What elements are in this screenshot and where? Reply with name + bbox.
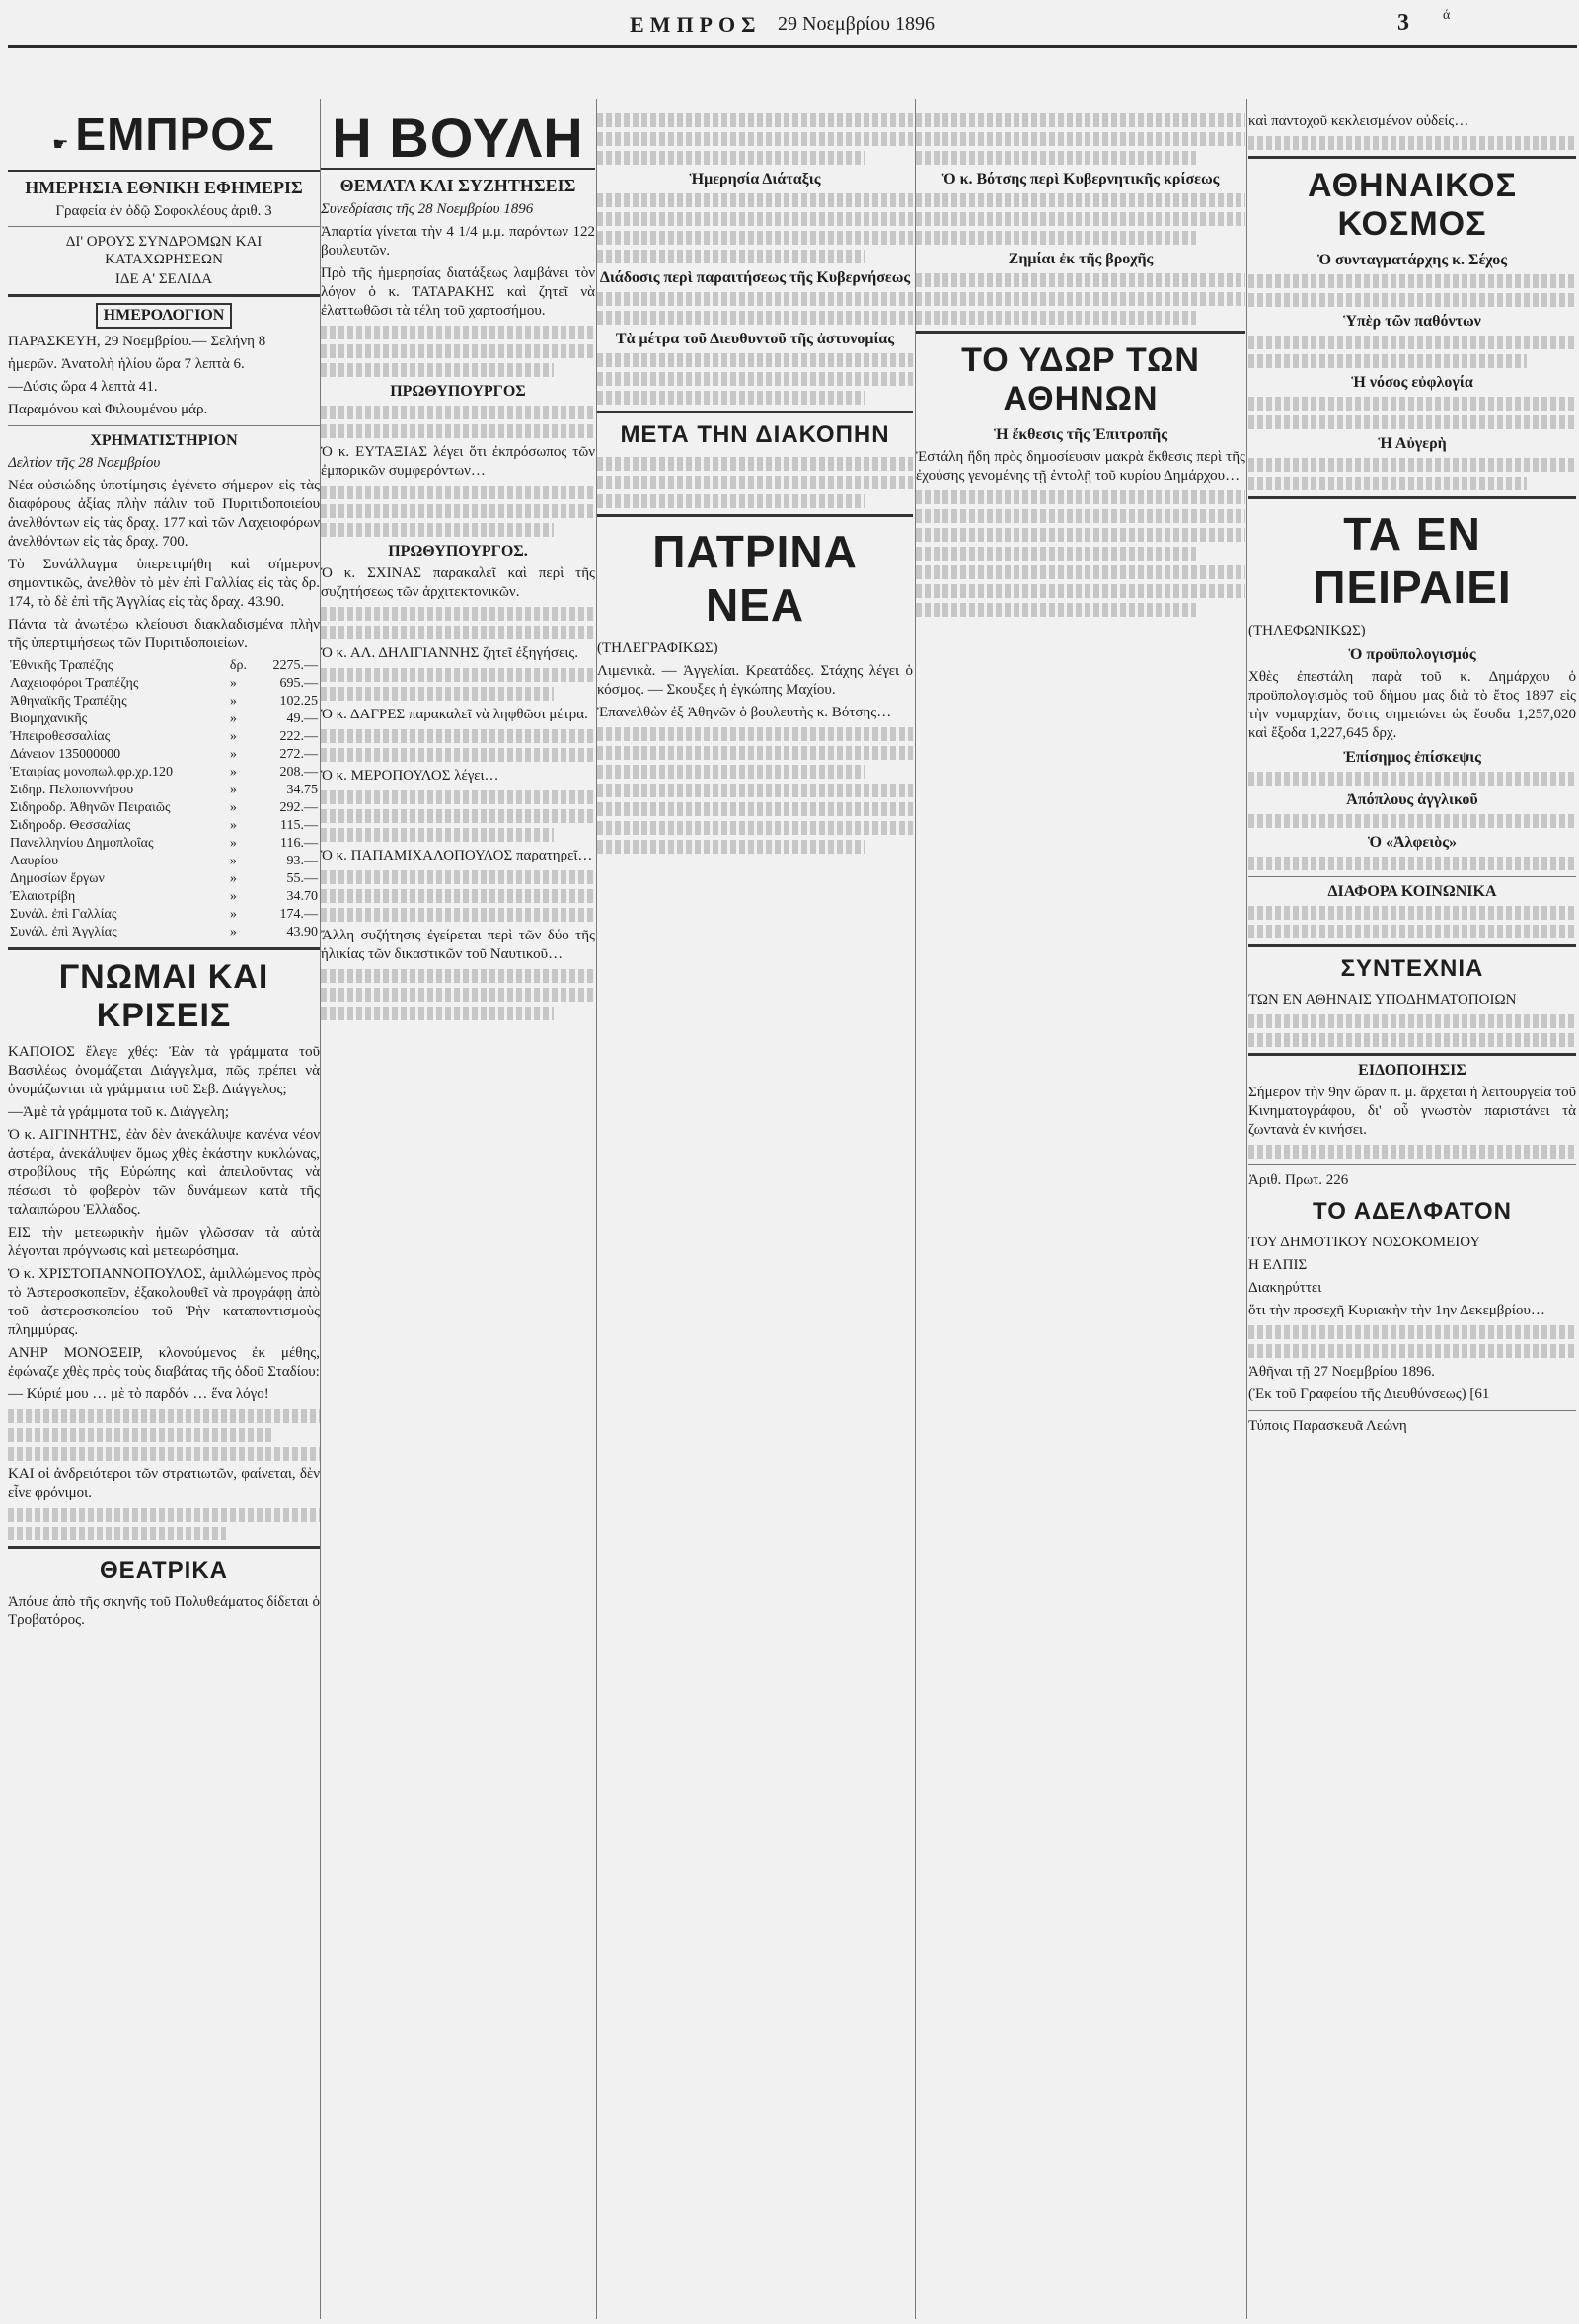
pointing-hand-icon: ☛ (52, 134, 70, 154)
parliament-paragraph: Ὁ κ. ΑΛ. ΔΗΛΙΓΙΑΝΝΗΣ ζητεῖ ἐξηγήσεις. (321, 645, 579, 661)
text-placeholder (916, 311, 1196, 325)
opinions-title: ΓΝΩΜΑΙ ΚΑΙ ΚΡΙΣΕΙΣ (58, 958, 269, 1034)
text-placeholder (321, 326, 595, 339)
misc-social-title: ΔΙΑΦΟΡΑ ΚΟΙΝΩΝΙΚΑ (1327, 883, 1497, 900)
text-placeholder (597, 391, 865, 405)
text-placeholder (321, 668, 595, 682)
parliament-title: Η ΒΟΥΛΗ (321, 109, 595, 170)
stock-value: 34.75 (286, 783, 318, 797)
stock-value: 34.70 (286, 889, 318, 904)
text-placeholder (1248, 1325, 1576, 1339)
stock-row (8, 888, 320, 906)
speaker-heading: ΠΡΩΘΥΠΟΥΡΓΟΣ. (388, 543, 528, 560)
subheading: Ἡ Αὐγερὴ (1378, 435, 1447, 452)
subheading: Τὰ μέτρα τοῦ Διευθυντοῦ τῆς ἀστυνομίας (615, 331, 895, 347)
text-placeholder (1248, 1033, 1576, 1047)
text-placeholder (1248, 1344, 1576, 1358)
stock-unit: » (229, 783, 237, 797)
paper-name: ☛ ΕΜΠΡΟΣ (8, 109, 320, 172)
text-placeholder (321, 889, 595, 903)
text-placeholder (597, 151, 865, 165)
text-placeholder (1248, 415, 1576, 429)
text-placeholder (597, 212, 913, 226)
opinion-paragraph: — Κύριέ μου … μὲ τὸ παρδόν … ἕνα λόγο! (8, 1387, 269, 1402)
subheading: Ὁ κ. Βότσης περὶ Κυβερνητικῆς κρίσεως (941, 171, 1220, 187)
text-placeholder (8, 1508, 320, 1522)
divider (8, 425, 320, 426)
stock-name: Συνάλ. ἐπὶ Ἀγγλίας (10, 925, 117, 939)
calendar-line: ΠΑΡΑΣΚΕΥΗ, 29 Νοεμβρίου.— Σελήνη 8 (8, 334, 266, 349)
date-line: Ἀθῆναι τῇ 27 Νοεμβρίου 1896. (1248, 1364, 1435, 1380)
subheading: Ὁ «Ἀλφειὸς» (1368, 834, 1457, 851)
notice-text: Σήμερον τὴν 9ην ὥραν π. μ. ἄρχεται ἡ λειτουργεία τοῦ Κινηματογράφου, δι' οὗ γνωστὸν παριστάνει τὰ ζωντανὰ ἐν κινήσει. (1248, 1085, 1576, 1138)
text-placeholder (597, 746, 913, 760)
text-placeholder (916, 193, 1245, 207)
stock-name: Πανελληνίου Δημοπλοΐας (10, 836, 154, 851)
charity-subtitle: ΤΟΥ ΔΗΜΟΤΙΚΟΥ ΝΟΣΟΚΟΜΕΙΟΥ (1248, 1235, 1481, 1250)
theatre-text: Ἀπόψε ἀπὸ τῆς σκηνῆς τοῦ Πολυθεάματος δίδεται ὁ Τροβατόρος. (8, 1594, 320, 1628)
office-line: (Ἐκ τοῦ Γραφείου τῆς Διευθύνσεως) [61 (1248, 1387, 1490, 1402)
office-address: Γραφεία ἐν ὁδῷ Σοφοκλέους ἀριθ. 3 (55, 203, 272, 219)
masthead-title: ΕΜΠΡΟΣ (630, 12, 762, 37)
text-placeholder (597, 784, 913, 797)
text-placeholder (916, 151, 1196, 165)
water-title: ΤΟ ΥΔΩΡ ΤΩΝ ΑΘΗΝΩΝ (961, 341, 1200, 417)
printer-line: Τύποις Παρασκευᾶ Λεώνη (1248, 1418, 1407, 1434)
top-right-mark: ά (1443, 8, 1451, 23)
guild-subtitle: ΤΩΝ ΕΝ ΑΘΗΝΑΙΣ ΥΠΟΔΗΜΑΤΟΠΟΙΩΝ (1248, 992, 1517, 1008)
stock-row (8, 870, 320, 888)
text-placeholder (916, 547, 1196, 561)
text-placeholder (1248, 397, 1576, 411)
speaker-heading: ΠΡΩΘΥΠΟΥΡΓΟΣ (390, 383, 526, 400)
parliament-paragraph: Ὁ κ. ΠΑΠΑΜΙΧΑΛΟΠΟΥΛΟΣ παρατηρεῖ… (321, 848, 593, 863)
column-3 (597, 109, 913, 2324)
text-placeholder (597, 840, 865, 854)
text-placeholder (1248, 857, 1576, 870)
stock-value: 116.— (280, 836, 318, 851)
text-placeholder (597, 113, 913, 127)
divider (8, 294, 320, 297)
exchange-text: Τὸ Συνάλλαγμα ὑπερετιμήθη καὶ σήμερον σημαντικῶς, ἀνελθὸν τὸ μὲν ἐπὶ Γαλλίας εἰς τὰς δρ. 174, τὸ δὲ ἐπὶ τῆς Ἀγγλίας εἰς τὰς δραχ. 43.90. (8, 557, 320, 610)
column-rule (1246, 99, 1247, 2319)
text-placeholder (321, 908, 595, 922)
stock-row (8, 693, 320, 711)
calendar-line: ἡμερῶν. Ἀνατολὴ ἡλίου ὥρα 7 λεπτὰ 6. (8, 356, 245, 372)
stock-name: Σιδηροδρ. Θεσσαλίας (10, 818, 131, 833)
stock-unit: » (229, 729, 237, 744)
calendar-box (8, 303, 320, 329)
text-placeholder (321, 486, 595, 499)
charity-title: ΤΟ ΑΔΕΛΦΑΤΟΝ (1313, 1198, 1512, 1225)
athens-society-title: ΑΘΗΝΑΙΚΟΣ ΚΟΣΜΟΣ (1307, 167, 1518, 243)
latest-news-paragraph: Ἐπανελθὼν ἐξ Ἀθηνῶν ὁ βουλευτὴς κ. Βότσης… (597, 705, 892, 720)
text-placeholder (597, 727, 913, 741)
text-placeholder (597, 457, 913, 471)
parliament-paragraph: Ὁ κ. ΔΑΓΡΕΣ παρακαλεῖ νὰ ληφθῶσι μέτρα. (321, 707, 588, 722)
stock-unit: » (229, 747, 237, 762)
stock-name: Ἠπειροθεσσαλίας (10, 729, 111, 744)
subscription-title: ΔΙ' ΟΡΟΥΣ ΣΥΝΔΡΟΜΩΝ ΚΑΙ ΚΑΤΑΧΩΡΗΣΕΩΝ (65, 234, 263, 267)
theatre-title: ΘΕΑΤΡΙΚΑ (99, 1557, 228, 1584)
subheading: Ἀπόπλους ἀγγλικοῦ (1346, 791, 1478, 808)
parliament-paragraph: Ἀπαρτία γίνεται τὴν 4 1/4 μ.μ. παρόντων 122 βουλευτῶν. (321, 224, 595, 259)
text-placeholder (916, 565, 1245, 579)
text-placeholder (1248, 772, 1576, 786)
text-placeholder (597, 821, 913, 835)
calendar-line: Παραμόνου καὶ Φιλουμένου μάρ. (8, 402, 208, 417)
text-placeholder (321, 870, 595, 884)
text-placeholder (597, 292, 913, 306)
text-placeholder (321, 969, 595, 983)
text-placeholder (597, 250, 865, 263)
divider (1248, 1164, 1576, 1165)
text-placeholder (8, 1428, 273, 1442)
stock-row (8, 657, 320, 675)
stock-value: 695.— (279, 676, 318, 691)
stock-row (8, 799, 320, 817)
calendar-line: —Δύσις ὥρα 4 λεπτὰ 41. (8, 379, 158, 395)
opinion-paragraph: ΚΑΙ οἱ ἀνδρειότεροι τῶν στρατιωτῶν, φαίνεται, δὲν εἶνε φρόνιμοι. (8, 1466, 320, 1501)
stock-name: Δάνειον 135000000 (10, 747, 121, 762)
stock-unit: » (229, 800, 237, 815)
stock-name: Σιδηροδρ. Ἀθηνῶν Πειραιῶς (10, 800, 171, 815)
masthead (8, 0, 1579, 59)
opinion-paragraph: Ὁ κ. ΑΙΓΙΝΗΤΗΣ, ἐὰν δὲν ἀνεκάλυψε κανένα νέον ἀστέρα, ἀνεκάλυψεν ὅμως χθὲς ἑκάστην κυκλώνας, στροβίλους τῆς Εὐρώπης καὶ ἀπειλοῦντας νὰ πέσωσι τὸ φοβερὸν τῶν δυνάμεων κατὰ τῆς ταλαιπώρου Ἑλλάδος. (8, 1127, 320, 1218)
text-placeholder (321, 504, 595, 518)
text-placeholder (1248, 354, 1527, 368)
subheading: Ὁ προϋπολογισμός (1348, 646, 1476, 663)
stock-row (8, 764, 320, 782)
stock-name: Δημοσίων ἔργων (10, 871, 105, 886)
text-placeholder (321, 988, 595, 1002)
opinion-paragraph: ΕΙΣ τὴν μετεωρικὴν ἡμῶν γλῶσσαν τὰ αὐτὰ λέγονται πρόγνωσις καὶ μετεωρόσημα. (8, 1225, 320, 1259)
divider (8, 226, 320, 227)
stock-name: Ἀθηναϊκῆς Τραπέζης (10, 694, 127, 709)
subheading: Ἐπίσημος ἐπίσκεψις (1343, 749, 1481, 766)
text-placeholder (321, 523, 554, 537)
text-placeholder (321, 809, 595, 823)
stock-value: 115.— (280, 818, 318, 833)
text-placeholder (597, 231, 913, 245)
column-4 (916, 109, 1245, 2324)
text-placeholder (597, 765, 865, 779)
subheading: Ἡμερησία Διάταξις (689, 171, 821, 187)
divider (916, 331, 1245, 334)
text-placeholder (1248, 814, 1576, 828)
divider (1248, 944, 1576, 947)
text-placeholder (597, 802, 913, 816)
text-placeholder (916, 509, 1245, 523)
divider (1248, 1410, 1576, 1411)
stock-row (8, 746, 320, 764)
masthead-date: 29 Νοεμβρίου 1896 (778, 13, 936, 35)
opinion-paragraph: ΚΑΠΟΙΟΣ ἔλεγε χθές: Ἐὰν τὰ γράμματα τοῦ Βασιλέως ὀνομάζεται Διάγγελμα, πῶς πρέπει νὰ ὀνομάζωνται τὰ γράμματα τοῦ Σεβ. Διάγγελος; (8, 1044, 320, 1097)
parliament-paragraph: Ὁ κ. ΜΕΡΟΠΟΥΛΟΣ λέγει… (321, 768, 499, 784)
stock-name: Βιομηχανικῆς (10, 712, 88, 726)
text-placeholder (1248, 925, 1576, 938)
stock-unit: » (229, 836, 237, 851)
stock-row (8, 924, 320, 941)
stock-row (8, 817, 320, 835)
guild-title: ΣΥΝΤΕΧΝΙΑ (1340, 955, 1484, 982)
stock-row (8, 728, 320, 746)
parliament-paragraph: Ὁ κ. ΕΥΤΑΞΙΑΣ λέγει ὅτι ἐκπρόσωπος τῶν ἐμπορικῶν συμφερόντων… (321, 444, 595, 479)
subscription-note: ΙΔΕ Α' ΣΕΛΙΔΑ (114, 271, 213, 287)
text-placeholder (321, 607, 595, 621)
text-placeholder (1248, 906, 1576, 920)
stock-value: 292.— (279, 800, 318, 815)
text-placeholder (916, 231, 1196, 245)
text-placeholder (321, 687, 554, 701)
text-placeholder (321, 626, 595, 639)
divider (1248, 496, 1576, 499)
parliament-paragraph: Ὁ κ. ΣΧΙΝΑΣ παρακαλεῖ καὶ περὶ τῆς συζητήσεως τῶν ἀρχιτεκτονικῶν. (321, 565, 595, 600)
stock-value: 222.— (279, 729, 318, 744)
column-2 (321, 109, 595, 2324)
text-placeholder (597, 132, 913, 146)
stock-value: 49.— (286, 712, 318, 726)
stock-name: Λαυρίου (10, 854, 59, 868)
text-placeholder (1248, 136, 1576, 150)
stock-unit: » (229, 907, 237, 922)
session-date: Συνεδρίασις τῆς 28 Νοεμβρίου 1896 (321, 201, 534, 217)
text-placeholder (1248, 477, 1527, 490)
charity-text: ὅτι τὴν προσεχῆ Κυριακὴν τὴν 1ην Δεκεμβρίου… (1248, 1303, 1545, 1318)
exchange-text: Πάντα τὰ ἀνωτέρω κλείουσι διακλαδισμένα πλὴν τῆς ὑπερτιμήσεως τῶν Πυριτιδοποιείων. (8, 617, 320, 651)
parliament-paragraph: Πρὸ τῆς ἡμερησίας διατάξεως λαμβάνει τὸν λόγον ὁ κ. ΤΑΤΑΡΑΚΗΣ καὶ ζητεῖ νὰ ἐλαττωθῶσι τὰ τέλη τοῦ χαρτοσήμου. (321, 265, 595, 319)
text-placeholder (916, 212, 1245, 226)
latest-news-title: ΠΑΤΡΙΝΑ ΝΕΑ (652, 526, 858, 631)
water-subtitle: Ἡ ἔκθεσις τῆς Ἐπιτροπῆς (994, 426, 1167, 443)
subheading: Ὑπὲρ τῶν παθόντων (1343, 313, 1481, 330)
stock-row (8, 906, 320, 924)
text-placeholder (597, 353, 913, 367)
opinion-paragraph: Ὁ κ. ΧΡΙΣΤΟΠΑΝΝΟΠΟΥΛΟΣ, ἁμιλλώμενος πρὸς τὸ Ἀστεροσκοπεῖον, ἐξακολουθεῖ νὰ προγράφῃ ἀπὸ τοῦ ἀστεροσκοπείου τοῦ Ῥὴν καταποντισμοὺς πλημμύρας. (8, 1266, 320, 1338)
stock-unit: » (229, 765, 237, 780)
stock-unit: » (229, 676, 237, 691)
text-placeholder (916, 603, 1196, 617)
stock-unit: » (229, 712, 237, 726)
text-placeholder (916, 490, 1245, 504)
reference-number: Ἀριθ. Πρωτ. 226 (1248, 1172, 1349, 1188)
subheading: Ἡ νόσος εὐφλογία (1351, 374, 1473, 391)
text-placeholder (1248, 274, 1576, 288)
text-placeholder (321, 828, 554, 842)
stock-table (8, 657, 320, 941)
opinion-paragraph: —Ἀμὲ τὰ γράμματα τοῦ κ. Διάγγελη; (8, 1104, 230, 1120)
latest-news-line: Λιμενικὰ. — Ἀγγελίαι. Κρεατάδες. Στάχης λέγει ὁ κόσμος. — Σκουξες ἡ ἐγκώπης Μαχίου. (597, 663, 913, 698)
stock-value: 43.90 (286, 925, 318, 939)
text-placeholder (321, 748, 595, 762)
calendar-title: ΗΜΕΡΟΛΟΓΙΟΝ (96, 303, 233, 329)
subheading: Διάδοσις περὶ παραιτήσεως τῆς Κυβερνήσεως (599, 269, 911, 286)
text-placeholder (1248, 1145, 1576, 1159)
text-placeholder (1248, 458, 1576, 472)
stock-value: 174.— (279, 907, 318, 922)
exchange-text: Νέα οὐσιώδης ὑποτίμησις ἐγένετο σήμερον εἰς τὰς διαφόρους ἀξίας πλὴν πάλιν τοῦ Πυριτιδοποιείου ἀνελθόντων εἰς τὰς δραχ. 177 καὶ τῶν Λαχειοφόρων ἀνελθόντων εἰς τὰς δραχ. 700. (8, 478, 320, 550)
text-placeholder (321, 1007, 554, 1020)
piraeus-title: ΤΑ ΕΝ ΠΕΙΡΑΙΕΙ (1313, 508, 1512, 613)
stock-row (8, 675, 320, 693)
divider (8, 947, 320, 950)
text-placeholder (321, 729, 595, 743)
stock-unit: » (229, 694, 237, 709)
masthead-page-number: 3 (1397, 10, 1409, 36)
text-placeholder (8, 1527, 226, 1540)
stock-row (8, 835, 320, 853)
exchange-subtitle: Δελτίον τῆς 28 Νοεμβρίου (8, 455, 161, 471)
latest-news-subtitle: (ΤΗΛΕΓΡΑΦΙΚΩΣ) (597, 640, 718, 656)
stock-unit: » (229, 889, 237, 904)
stock-row (8, 853, 320, 870)
text-placeholder (1248, 336, 1576, 349)
text-placeholder (321, 344, 595, 358)
stock-unit: δρ. (229, 658, 247, 673)
after-break-title: ΜΕΤΑ ΤΗΝ ΔΙΑΚΟΠΗΝ (620, 421, 890, 448)
text-placeholder (916, 273, 1245, 287)
stock-name: Ἑταιρίας μονοπωλ.φρ.χρ.120 (10, 765, 174, 780)
text-placeholder (8, 1447, 320, 1461)
parliament-paragraph: Ἄλλη συζήτησις ἐγείρεται περὶ τῶν δύο τῆς ἡλικίας τῶν δικαστικῶν τοῦ Ναυτικοῦ… (321, 928, 595, 962)
charity-line: Διακηρύττει (1248, 1280, 1322, 1296)
text-placeholder (597, 476, 913, 489)
stock-row (8, 782, 320, 799)
subheading: Ζημίαι ἐκ τῆς βροχῆς (1008, 251, 1154, 267)
stock-value: 93.— (286, 854, 318, 868)
text-placeholder (597, 494, 865, 508)
stock-value: 272.— (279, 747, 318, 762)
subheading: Ὁ συνταγματάρχης κ. Σέχος (1317, 252, 1507, 268)
divider (1248, 876, 1576, 877)
stock-value: 2275.— (272, 658, 318, 673)
stock-name: Συνάλ. ἐπὶ Γαλλίας (10, 907, 117, 922)
divider (8, 1546, 320, 1549)
budget-text: Χθὲς ἐπεστάλη παρὰ τοῦ κ. Δημάρχου ὁ προϋπολογισμὸς τοῦ δήμου μας διὰ τὸ ἔτος 1897 εἰς τὴν νομαρχίαν, ὅστις σημειώνει ὡς ἔσοδα 1,257,020 καὶ ἔξοδα 1,227,645 δρχ. (1248, 669, 1576, 741)
text-placeholder (916, 528, 1245, 542)
stock-unit: » (229, 854, 237, 868)
masthead-rule (8, 45, 1577, 48)
stock-value: 55.— (286, 871, 318, 886)
text-placeholder (597, 311, 913, 325)
column-1 (8, 109, 320, 2324)
notice-title: ΕΙΔΟΠΟΙΗΣΙΣ (1358, 1062, 1466, 1079)
stock-name: Ἐθνικῆς Τραπέζης (10, 658, 113, 673)
text-placeholder (916, 584, 1245, 598)
text-placeholder (8, 1409, 320, 1423)
stock-name: Ἐλαιοτρίβη (10, 889, 76, 904)
text-placeholder (597, 372, 913, 386)
text-placeholder (321, 363, 554, 377)
paper-subtitle: ΗΜΕΡΗΣΙΑ ΕΘΝΙΚΗ ΕΦΗΜΕΡΙΣ (25, 178, 303, 197)
stock-row (8, 711, 320, 728)
text-placeholder (321, 406, 595, 419)
text-placeholder (321, 424, 595, 438)
divider (1248, 1053, 1576, 1056)
text-placeholder (916, 113, 1245, 127)
exchange-title: ΧΡΗΜΑΤΙΣΤΗΡΙΟΝ (90, 432, 238, 449)
divider (597, 411, 913, 413)
stock-value: 208.— (279, 765, 318, 780)
divider (1248, 156, 1576, 159)
text-placeholder (916, 292, 1245, 306)
stock-unit: » (229, 925, 237, 939)
opinion-paragraph: ΑΝΗΡ ΜΟΝΟΞΕΙΡ, κλονούμενος ἐκ μέθης, ἐφώναζε χθὲς πρὸς τοὺς διαβάτας τῆς ὁδοῦ Σταδίου: (8, 1345, 320, 1380)
stock-name: Σιδηρ. Πελοποννήσου (10, 783, 134, 797)
text-placeholder (1248, 293, 1576, 307)
water-paragraph: Ἐστάλη ἤδη πρὸς δημοσίευσιν μακρὰ ἔκθεσις περὶ τῆς ἐχούσης γενομένης τῇ ἐντολῇ τοῦ κυρίου Δημάρχου… (916, 449, 1245, 484)
charity-name: Η ΕΛΠΙΣ (1248, 1257, 1308, 1273)
continued-text: καὶ παντοχοῦ κεκλεισμένον οὐδείς… (1248, 113, 1469, 129)
stock-name: Λαχειοφόροι Τραπέζης (10, 676, 139, 691)
text-placeholder (597, 193, 913, 207)
parliament-subtitle: ΘΕΜΑΤΑ ΚΑΙ ΣΥΖΗΤΗΣΕΙΣ (339, 176, 576, 195)
stock-unit: » (229, 871, 237, 886)
divider (597, 514, 913, 517)
text-placeholder (321, 790, 595, 804)
piraeus-subtitle: (ΤΗΛΕΦΩΝΙΚΩΣ) (1248, 623, 1366, 638)
stock-value: 102.25 (279, 694, 318, 709)
text-placeholder (1248, 1014, 1576, 1028)
stock-unit: » (229, 818, 237, 833)
text-placeholder (916, 132, 1245, 146)
column-5 (1248, 109, 1576, 2324)
